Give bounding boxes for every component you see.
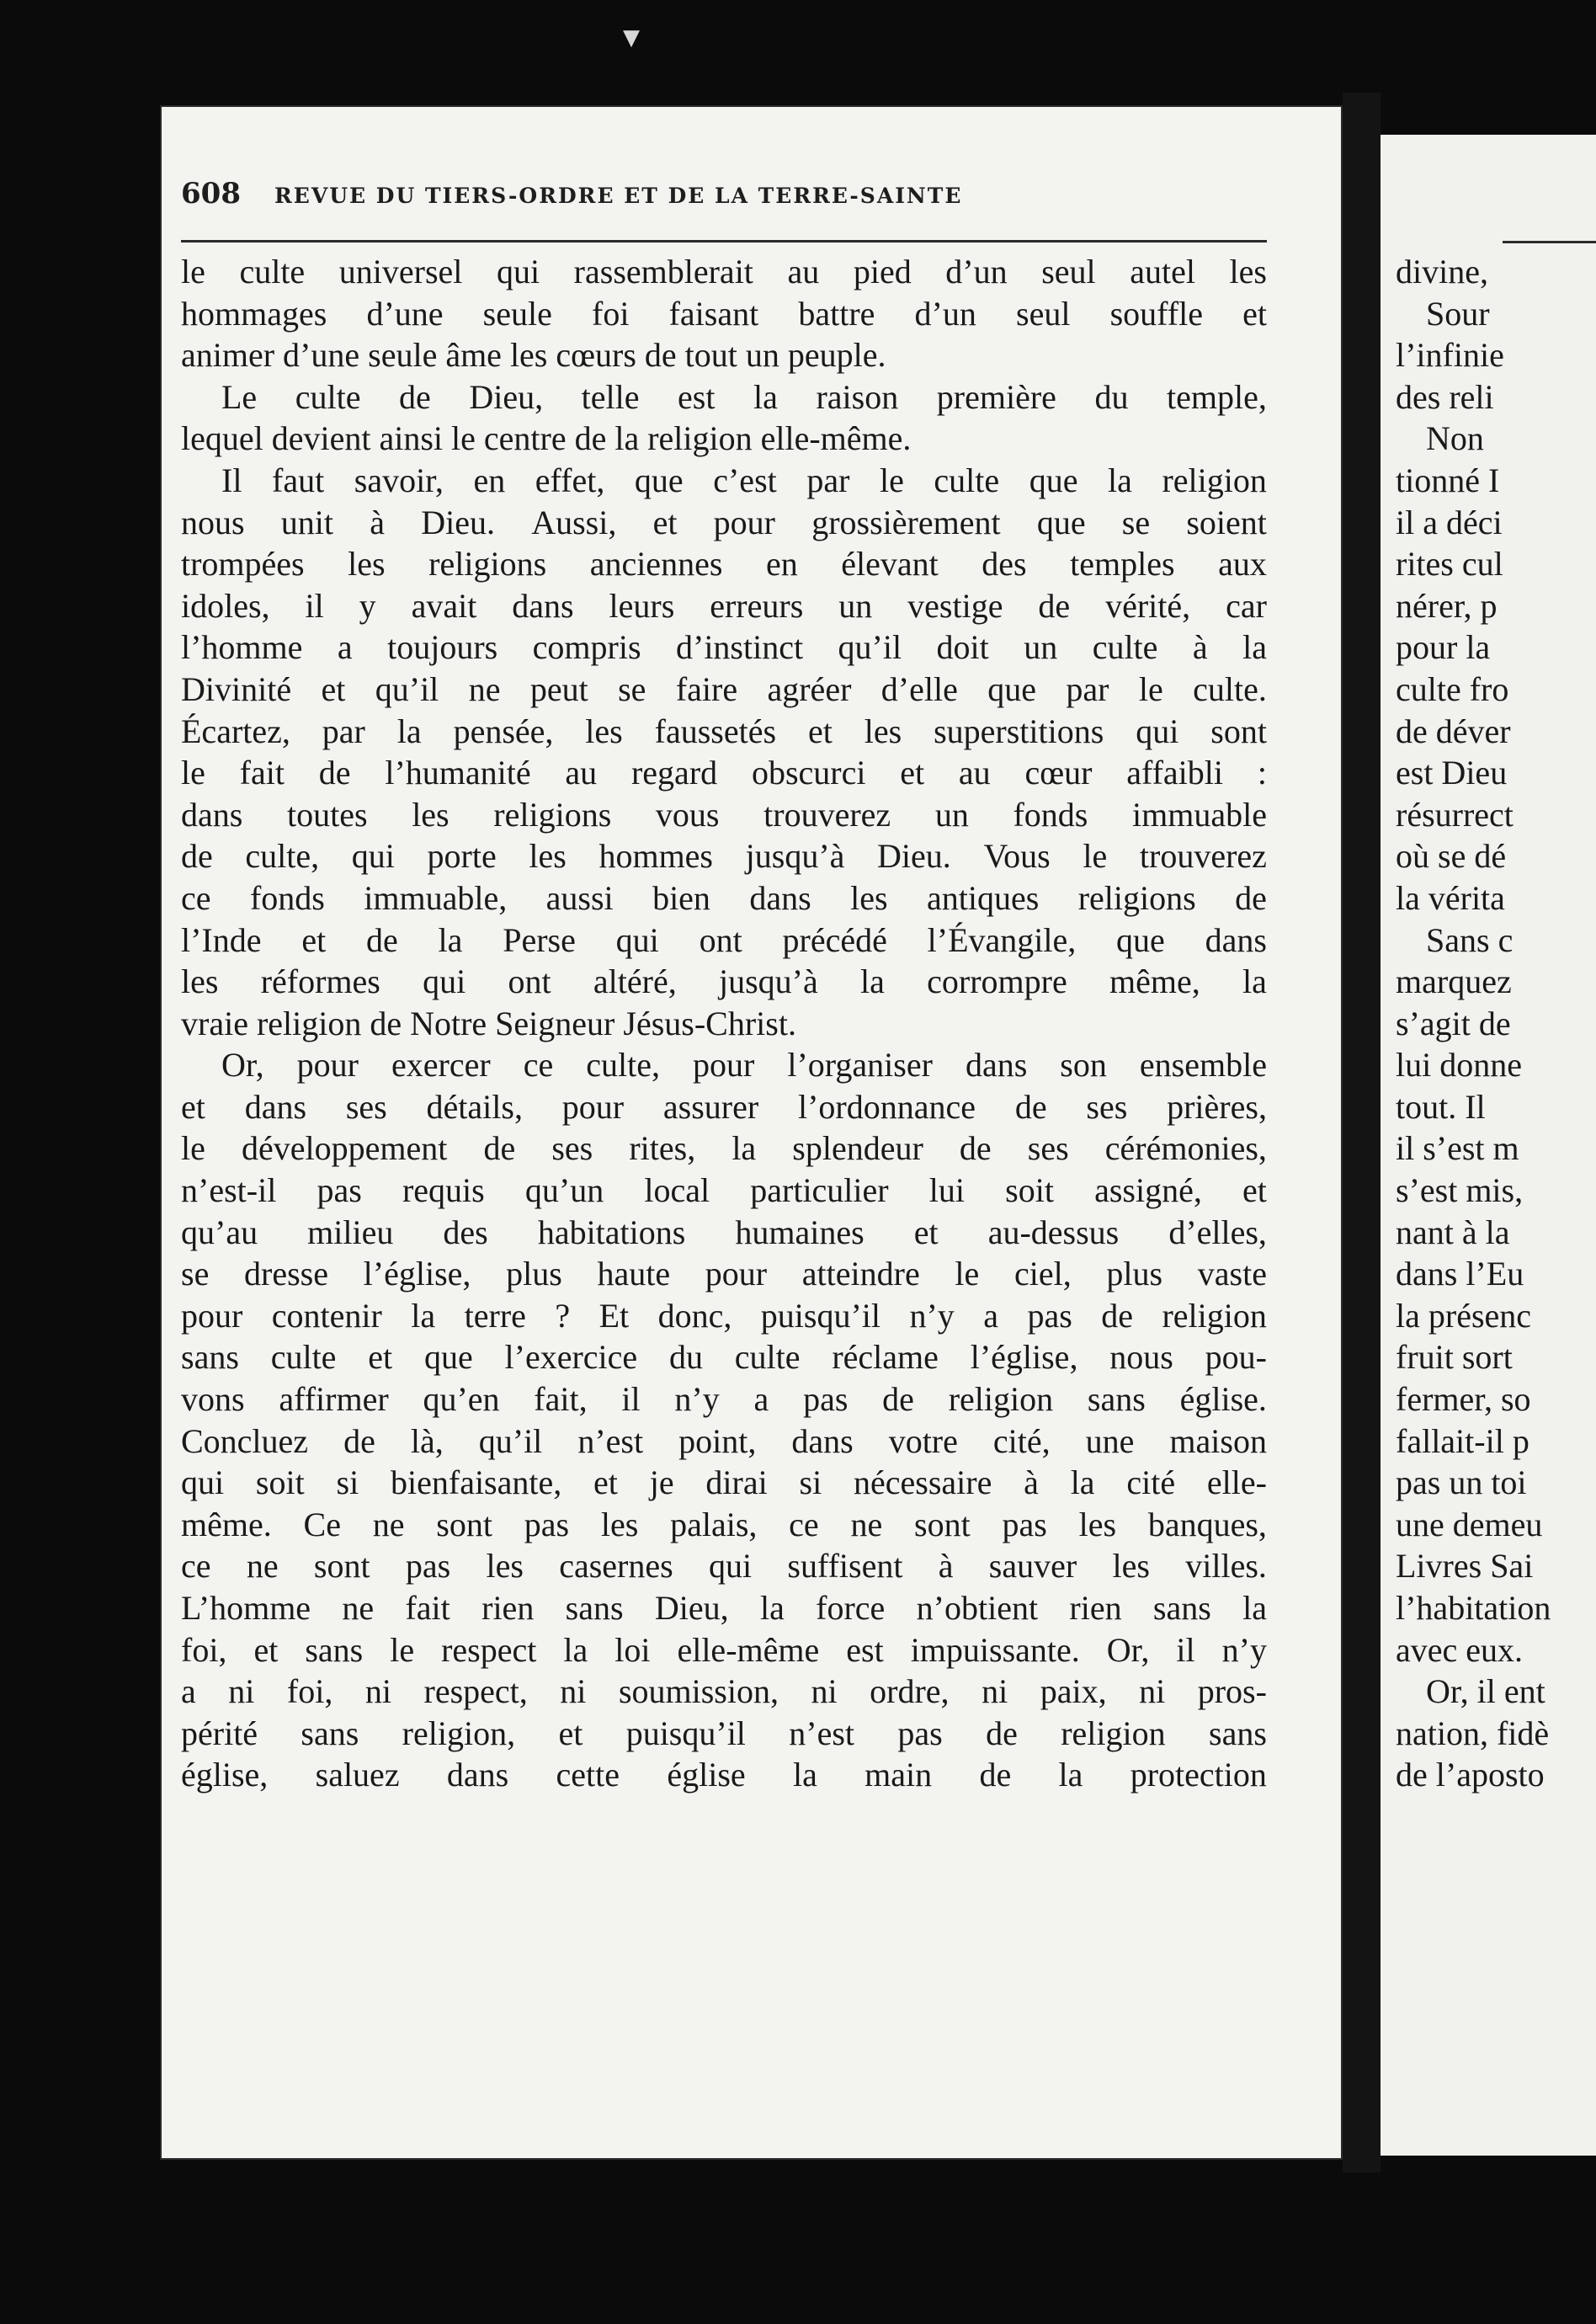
right-text-line: Or, il ent [1426,1672,1545,1711]
right-page-header-rule [1503,241,1596,243]
text-line: lequel devient ainsi le centre de la religion elle-même. [181,419,912,458]
right-page-body-text [1396,251,1596,1796]
text-line: périté sans religion, et puisqu’il n’est pas de religion sans [181,1714,1267,1752]
text-line: le culte universel qui rassemblerait au pied d’un seul autel les [181,253,1267,290]
text-line: même. Ce ne sont pas les palais, ce ne sont pas les banques, [181,1505,1267,1543]
text-line: Le culte de Dieu, telle est la raison première du temple, [221,377,1267,416]
right-text-line: divine, [1396,253,1488,290]
text-line: Écartez, par la pensée, les faussetés et les superstitions qui sont [181,712,1267,750]
right-text-line: tionné I [1396,461,1500,499]
book-gutter [1343,93,1381,2172]
page-number: 608 [181,177,241,211]
text-line: pour contenir la terre ? Et donc, puisqu’il n’y a pas de religion [181,1296,1267,1335]
text-line: le fait de l’humanité au regard obscurci et au cœur affaibli : [181,754,1267,792]
page-header [181,177,1275,224]
text-line: vraie religion de Notre Seigneur Jésus-Christ. [181,1004,796,1042]
right-text-line: nant à la [1396,1213,1510,1251]
right-text-line: l’infinie [1396,336,1504,375]
right-text-line: de l’aposto [1396,1756,1545,1794]
header-rule [181,240,1267,243]
text-line: l’homme a toujours compris d’instinct qu’il doit un culte à la [181,628,1267,667]
right-text-line: des reli [1396,377,1494,416]
running-head: REVUE DU TIERS-ORDRE ET DE LA TERRE-SAINTE [274,184,963,208]
text-line: l’Inde et de la Perse qui ont précédé l’Évangile, que dans [181,920,1267,959]
text-line: n’est-il pas requis qu’un local particulier lui soit assigné, et [181,1171,1267,1210]
right-text-line: pour la [1396,628,1491,667]
text-line: sans culte et que l’exercice du culte réclame l’église, nous pou- [181,1338,1267,1377]
text-line: a ni foi, ni respect, ni soumission, ni ordre, ni paix, ni pros- [181,1672,1267,1711]
text-line: L’homme ne fait rien sans Dieu, la force n’obtient rien sans la [181,1589,1267,1627]
right-text-line: avec eux. [1396,1630,1524,1669]
text-line: qui soit si bienfaisante, et je dirai si nécessaire à la cité elle- [181,1463,1267,1502]
text-line: idoles, il y avait dans leurs erreurs un vestige de vérité, car [181,586,1267,625]
text-line: église, saluez dans cette église la main de la protection [181,1756,1267,1794]
right-text-line: il s’est m [1396,1129,1519,1168]
right-text-line: marquez [1396,962,1512,1001]
right-text-line: pas un toi [1396,1463,1527,1502]
text-line: ce fonds immuable, aussi bien dans les antiques religions de [181,878,1267,917]
right-text-line: s’agit de [1396,1004,1511,1042]
text-line: Concluez de là, qu’il n’est point, dans votre cité, une maison [181,1421,1267,1460]
left-page-body-text [181,251,1267,1796]
right-text-line: dans l’Eu [1396,1255,1524,1293]
text-line: vons affirmer qu’en fait, il n’y a pas de religion sans église. [181,1380,1267,1419]
text-line: trompées les religions anciennes en élevant des temples aux [181,545,1267,584]
right-text-line: nation, fidè [1396,1714,1550,1752]
right-text-line: la vérita [1396,878,1505,917]
text-line: hommages d’une seule foi faisant battre d’un seul souffle et [181,294,1267,333]
right-text-line: est Dieu [1396,754,1508,792]
right-text-line: rites cul [1396,545,1503,584]
text-line: ce ne sont pas les casernes qui suffisent à sauver les villes. [181,1547,1267,1586]
right-text-line: il a déci [1396,503,1503,541]
text-line: le développement de ses rites, la splendeur de ses cérémonies, [181,1129,1267,1168]
right-text-line: résurrect [1396,795,1514,834]
right-text-line: fruit sort [1396,1338,1513,1377]
right-text-line: s’est mis, [1396,1171,1524,1210]
right-text-line: l’habitation [1396,1589,1551,1627]
right-text-line: nérer, p [1396,586,1498,625]
text-line: Divinité et qu’il ne peut se faire agréer d’elle que par le culte. [181,669,1267,708]
text-line: se dresse l’église, plus haute pour atteindre le ciel, plus vaste [181,1255,1267,1293]
right-text-line: une demeu [1396,1505,1543,1543]
text-line: qu’au milieu des habitations humaines et au-dessus d’elles, [181,1213,1267,1251]
right-text-line: de déver [1396,712,1511,750]
right-text-line: Livres Sai [1396,1547,1534,1586]
right-text-line: tout. Il [1396,1087,1486,1126]
text-line: nous unit à Dieu. Aussi, et pour grossièrement que se soient [181,503,1267,541]
text-line: animer d’une seule âme les cœurs de tout un peuple. [181,336,886,375]
right-text-line: culte fro [1396,669,1509,708]
right-text-line: lui donne [1396,1046,1522,1085]
right-text-line: la présenc [1396,1296,1532,1335]
right-text-line: fermer, so [1396,1380,1531,1419]
right-text-line: où se dé [1396,837,1507,876]
right-text-line: Non [1426,419,1484,458]
scan-speck-mark: ▼ [623,25,640,51]
right-text-line: fallait-il p [1396,1421,1530,1460]
text-line: dans toutes les religions vous trouverez un fonds immuable [181,795,1267,834]
text-line: et dans ses détails, pour assurer l’ordonnance de ses prières, [181,1087,1267,1126]
text-line: les réformes qui ont altéré, jusqu’à la corrompre même, la [181,962,1267,1001]
right-text-line: Sans c [1426,920,1514,959]
right-text-line: Sour [1426,294,1490,333]
text-line: de culte, qui porte les hommes jusqu’à Dieu. Vous le trouverez [181,837,1267,876]
text-line: foi, et sans le respect la loi elle-même est impuissante. Or, il n’y [181,1630,1267,1669]
text-line: Or, pour exercer ce culte, pour l’organiser dans son ensemble [221,1046,1267,1085]
text-line: Il faut savoir, en effet, que c’est par le culte que la religion [221,461,1267,499]
